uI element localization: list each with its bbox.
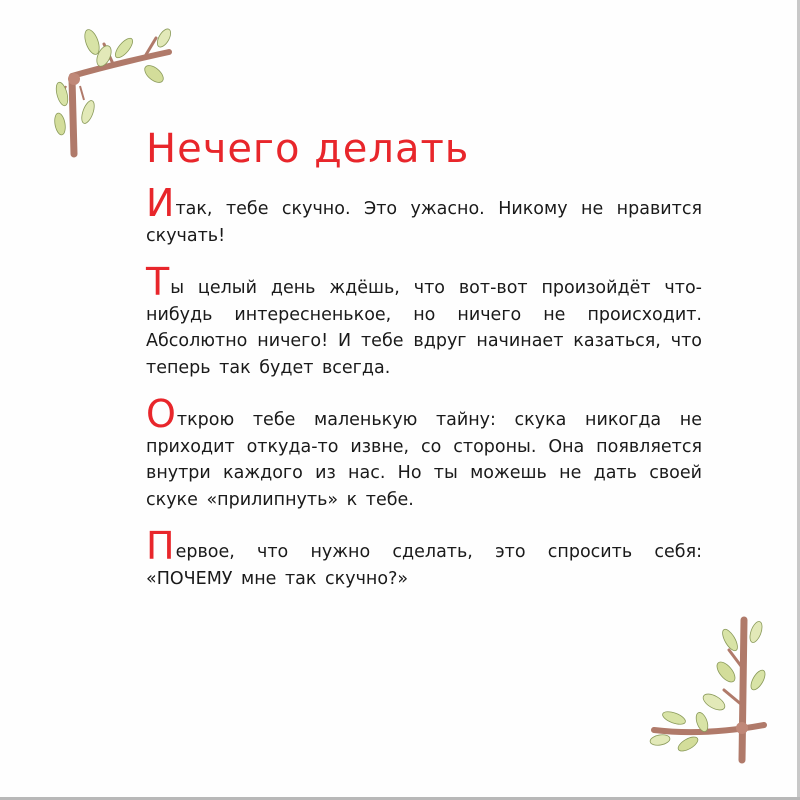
paragraph-3 bbox=[146, 392, 702, 513]
body-text bbox=[146, 181, 702, 592]
drop-cap: И bbox=[146, 181, 175, 225]
paragraph-text: ткрою тебе маленькую тайну: скука никогда не приходит откуда-то извне, со стороны. Она появляется внутри каждого из нас. Но ты можешь не дать своей скуке «прилипнуть» к тебе. bbox=[146, 410, 702, 510]
paragraph-4 bbox=[146, 524, 702, 592]
paragraph-text: так, тебе скучно. Это ужасно. Никому не нравится скучать! bbox=[146, 199, 702, 246]
drop-cap: Т bbox=[146, 260, 170, 304]
paragraph-2 bbox=[146, 260, 702, 381]
paragraph-1 bbox=[146, 181, 702, 249]
page-title: Нечего делать bbox=[146, 126, 470, 172]
drop-cap: П bbox=[146, 524, 175, 568]
paragraph-text: ы целый день ждёшь, что вот-вот произойдёт что-нибудь интересненькое, но ничего не происходит. Абсолютно ничего! И тебе вдруг начинает казаться, что теперь так будет всегда. bbox=[146, 278, 702, 378]
branch-corner-bottom-right-icon bbox=[644, 610, 774, 770]
paragraph-text: ервое, что нужно сделать, это спросить себя: «ПОЧЕМУ мне так скучно?» bbox=[146, 542, 702, 589]
drop-cap: О bbox=[146, 392, 176, 436]
